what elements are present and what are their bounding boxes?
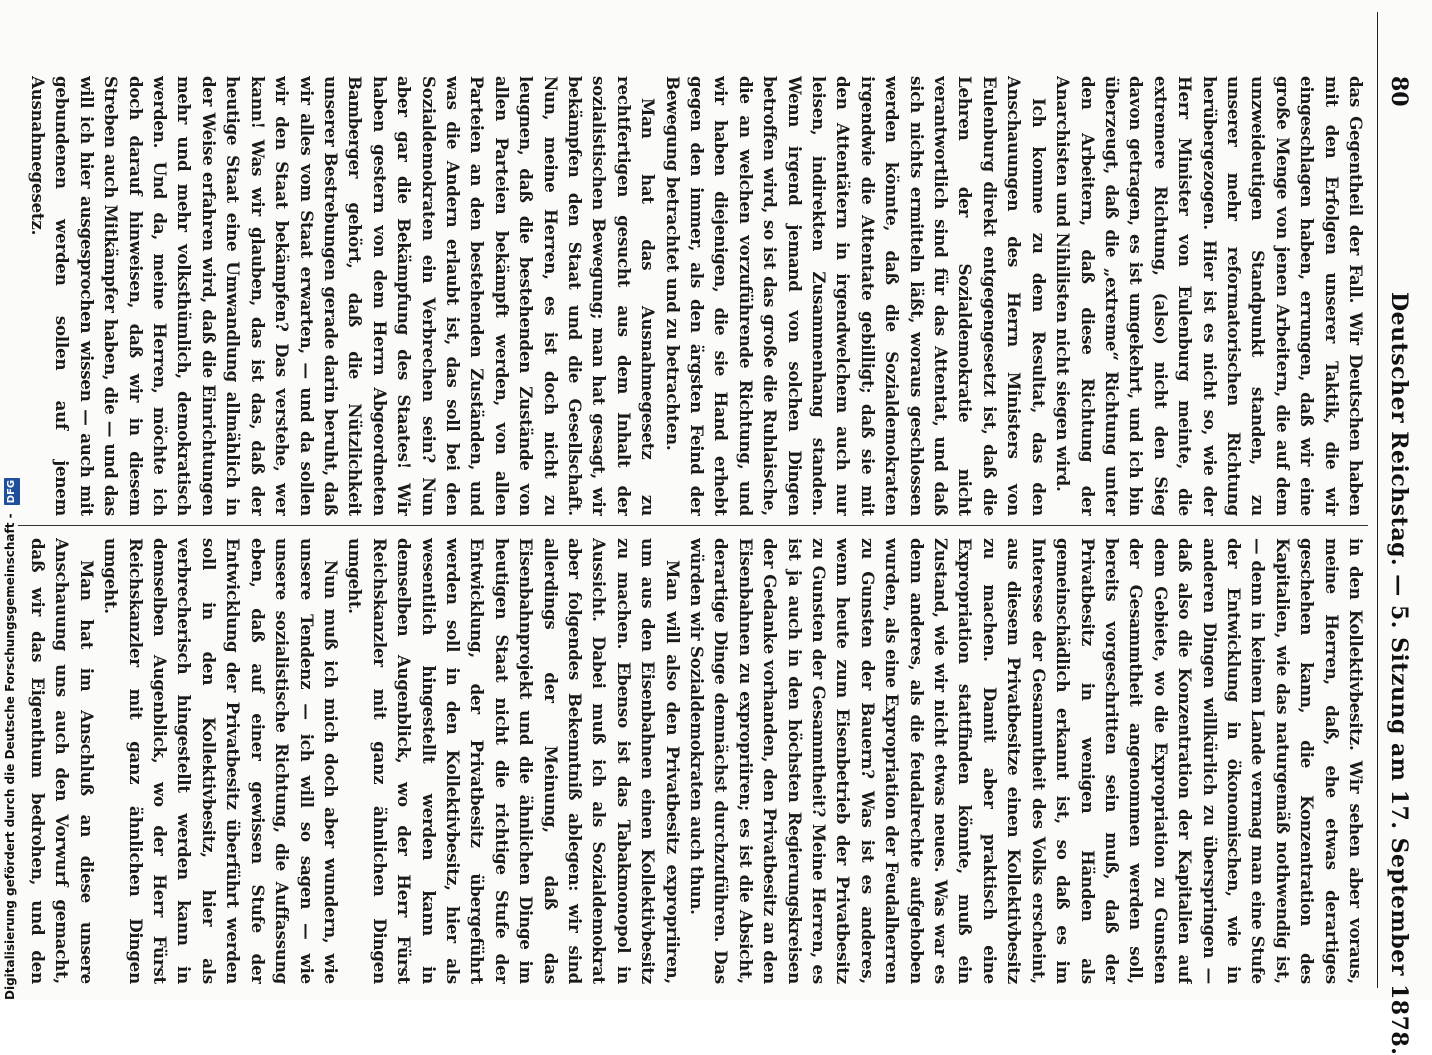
- column-divider: [18, 525, 1368, 526]
- paragraph: Man will also den Privatbesitz expropriiren, um aus den Eisenbahnen einen Kollektivbesitz zu machen. Ebenso ist das Tabakmonopol in Aussicht. Dabei muß ich als Sozialdemokrat aber folgendes Bekenntniß ablegen: wir sind allerdings der Meinung, daß das Eisenbahnprojekt und die ähnlichen Dinge im heutigen Staat nicht die richtige Stufe der Entwicklung, der Privatbesitz übergeführt werden soll in den Kollektivbesitz, hier als wesentlich hingestellt werden kann in demselben Augenblick, wo der Herr Fürst Reichskanzler mit ganz ähnlichen Dingen umgeht.: [345, 538, 683, 984]
- digitization-credit: [2, 479, 20, 1000]
- running-head: Deutscher Reichstag. — 5. Sitzung am 17. September 1878.: [1386, 292, 1412, 1055]
- paragraph: Ich komme zu dem Resultat, das den Anschauungen des Herrn Ministers von Eulenburg direkt entgegengesetzt ist, daß die Lehren der Sozialdemokratie nicht verantwortlich sind für das Attentat, und daß sich nichts ermitteln läßt, woraus geschlossen werden könnte, daß die Sozialdemokraten irgendwie die Attentate gebilligt; daß sie mit den Attentätern in irgendwelchem auch nur leisen, indirekten Zusammenhang standen. Wenn irgend jemand von solchen Dingen betroffen wird, so ist das große die Ruhlaische, die an welchen vorzuführende Richtung, und wir haben diejenigen, die sie Hand erhebt gegen den immer, als den ärgsten Feind der Bewegung betrachtet und zu betrachten.: [662, 76, 1049, 516]
- paragraph: in den Kollektivbesitz. Wir sehen aber voraus, meine Herren, daß, ehe etwas derartiges geschehen kann, die Konzentration des Kapitalien, wie das naturgemäß nothwendig ist, — denn in keinem Lande vermag man eine Stufe der Entwicklung in ökonomischen, wie in anderen Dingen willkürlich zu überspringen — daß also die Konzentration der Kapitalien auf dem Gebiete, wo die Expropriation zu Gunsten der Gesammtheit angenommen werden soll, bereits vorgeschritten sein muß, daß der Privatbesitz in wenigen Händen als gemeinschädlich erkannt ist, so daß es im Interesse der Gesammtheit des Volks erscheint, aus diesem Privatbesitze einen Kollektivbesitz zu machen. Damit aber praktisch eine Expropriation stattfinden könnte, muß ein Zustand, wie wir nicht etwas neues. Was war es denn anderes, als die feudalrechte aufgehoben wurden, als eine Expropriation der Feudalherren zu Gunsten der Bauern? Was ist es anderes, wenn heute zum Eisenbetrieb der Privatbesitz zu Gunsten der Gesammtheit? Meine Herren, es ist ja auch in den höchsten Regierungskreisen der Gedanke vorhanden, den Privatbesitz an den Eisenbahnen zu expropriiren; es ist die Absicht, derartige Dinge demnächst durchzuführen. Das würden wir Sozialdemokraten auch thun.: [687, 538, 1366, 984]
- page-inner: [16, 12, 1416, 1055]
- paragraph: Man hat das Ausnahmegesetz zu rechtfertigen gesucht aus dem Inhalt der sozialistischen Bewegung; man hat gesagt, wir bekämpfen den Staat und die Gesellschaft. Nun, meine Herren, es ist doch nicht zu leugnen, daß die bestehenden Zustände von allen Parteien bekämpft werden, von allen Parteien an den bestehenden Zuständen, und was die Andern erlaubt ist, das soll bei den Sozialdemokraten ein Verbrechen sein? Nun aber gar die Bekämpfung des Staates! Wir haben gestern von dem Herrn Abgeordneten Bamberger gehört, daß die Nützlichkeit unserer Bestrebungen gerade darin beruht, daß wir alles vom Staat erwarten, — und da sollen wir den Staat bekämpfen? Das verstehe, wer kann! Was wir glauben, das ist das, daß der heutige Staat eine Umwandlung allmählich in der Weise erfahren wird, daß die Einrichtungen mehr und mehr volksthümlich, demokratisch werden. Und da, meine Herren, möchte ich doch darauf hinweisen, daß wir in diesem Streben auch Mitkämpfer haben, die — und das will ich hier ausgesprochen wissen — auch mit gebundenen werden sollen auf jenem Ausnahmegesetz.: [28, 76, 659, 516]
- paragraph: Man hat im Anschluß an diese unsere Anschauung uns auch den Vorwurf gemacht, daß wir das Eigenthum bedrohen, und den: [28, 538, 97, 984]
- credit-text: Digitalisierung gefördert durch die Deutsche Forschungsgemeinschaft -: [3, 513, 17, 1000]
- page-header: [1377, 12, 1416, 1055]
- page-number: 80: [1386, 76, 1412, 107]
- paragraph: das Gegentheil der Fall. Wir Deutschen haben mit den Erfolgen unserer Taktik, die wir eingeschlagen haben, errungen, daß wir eine große Menge von jenen Arbeitern, die auf dem unzweideutigen Standpunkt standen, zu unserer mehr reformatorischen Richtung herübergezogen. Hier ist es nicht so, wie der Herr Minister von Eulenburg meinte, die extremere Richtung, (also) nicht den Sieg davon getragen, es ist umgekehrt, und ich bin überzeugt, daß die „extreme“ Richtung unter den Arbeitern, daß diese Richtung der Anarchisten und Nihilisten nicht siegen wird.: [1053, 76, 1366, 516]
- right-column: [28, 538, 1368, 984]
- paragraph: Nun muß ich mich doch aber wundern, wie unsere Tendenz — ich will so sagen — wie unsere sozialistische Richtung, die Auffassung eben, daß auf einer gewissen Stufe der Entwicklung der Privatbesitz überführt werden soll in den Kollektivbesitz, hier als verbrecherisch hingestellt werden kann in demselben Augenblick, wo der Herr Fürst Reichskanzler mit ganz ähnlichen Dingen umgeht.: [101, 538, 341, 984]
- left-column: [28, 76, 1368, 516]
- dfg-logo: DFG: [4, 478, 20, 505]
